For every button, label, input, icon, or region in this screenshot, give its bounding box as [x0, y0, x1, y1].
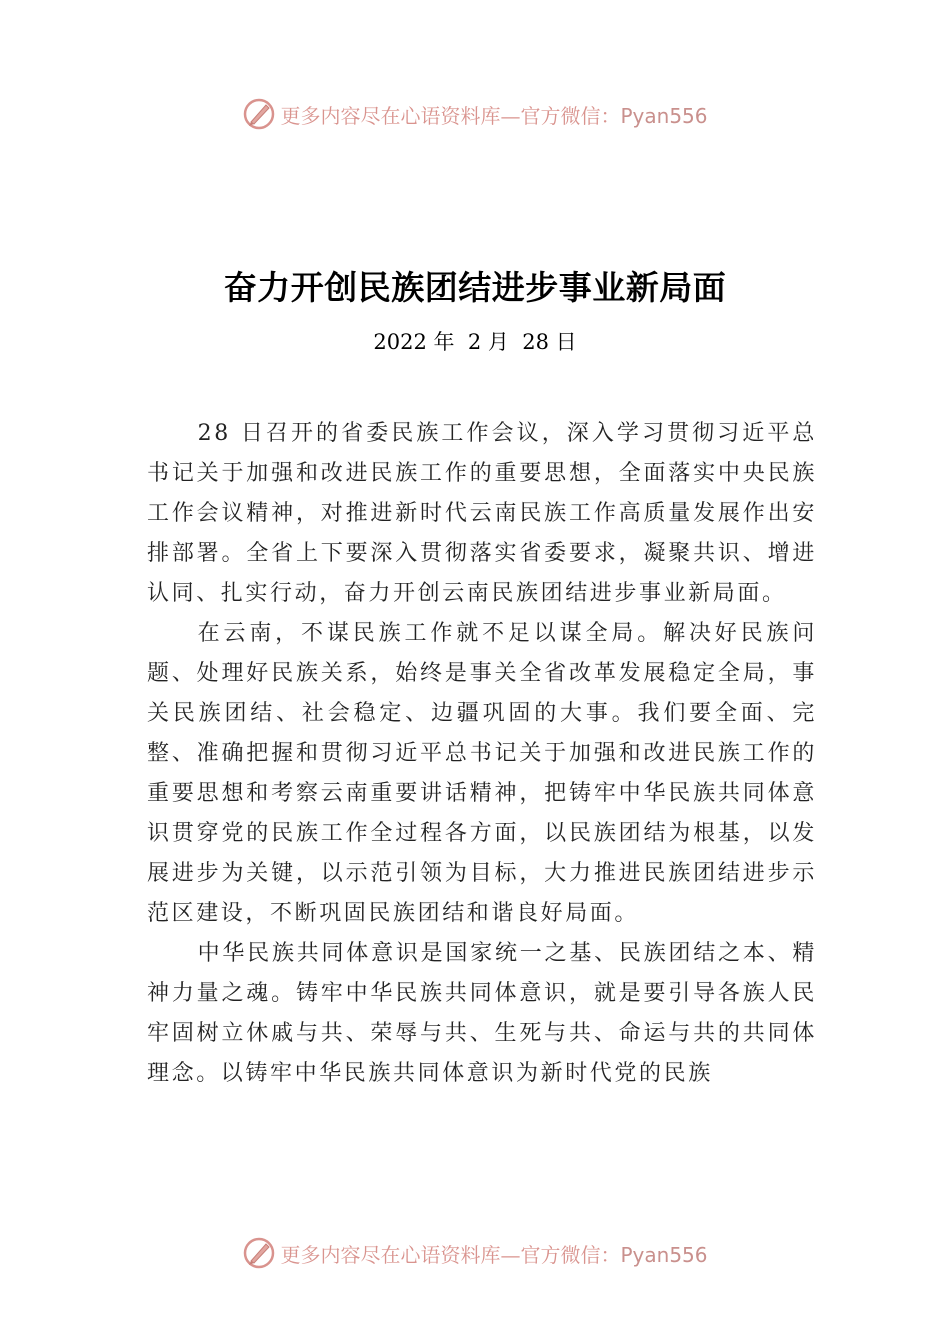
header-watermark — [0, 94, 950, 134]
quill-logo-icon — [242, 1236, 276, 1270]
paragraph-2: 在云南，不谋民族工作就不足以谋全局。解决好民族问题、处理好民族关系，始终是事关全省改革发展稳定全局，事关民族团结、社会稳定、边疆巩固的大事。我们要全面、完整、准确把握和贯彻习近平总书记关于加强和改进民族工作的重要思想和考察云南重要讲话精神，把铸牢中华民族共同体意识贯穿党的民族工作全过程各方面，以民族团结为根基，以发展进步为关键，以示范引领为目标，大力推进民族团结进步示范区建设，不断巩固民族团结和谐良好局面。 — [147, 621, 817, 926]
paragraph-1: 28 日召开的省委民族工作会议，深入学习贯彻习近平总书记关于加强和改进民族工作的重要思想，全面落实中央民族工作会议精神，对推进新时代云南民族工作高质量发展作出安排部署。全省上下要深入贯彻落实省委要求，凝聚共识、增进认同、扎实行动，奋力开创云南民族团结进步事业新局面。 — [147, 421, 817, 606]
quill-logo-icon — [242, 97, 276, 131]
paragraph-3: 中华民族共同体意识是国家统一之基、民族团结之本、精神力量之魂。铸牢中华民族共同体意识，就是要引导各族人民牢固树立休戚与共、荣辱与共、生死与共、命运与共的共同体理念。以铸牢中华民族共同体意识为新时代党的民族 — [147, 941, 817, 1086]
watermark-wechat-id: Pyan556 — [620, 1242, 708, 1267]
watermark-text: 更多内容尽在心语资料库—官方微信：Pyan556 — [280, 103, 708, 128]
document-date: 2022 年 2 月 28 日 — [373, 330, 577, 354]
document-body — [147, 414, 817, 1094]
document-title: 奋力开创民族团结进步事业新局面 — [223, 268, 727, 307]
watermark-wechat-id: Pyan556 — [620, 103, 708, 128]
footer-watermark — [0, 1233, 950, 1273]
watermark-text: 更多内容尽在心语资料库—官方微信：Pyan556 — [280, 1242, 708, 1267]
